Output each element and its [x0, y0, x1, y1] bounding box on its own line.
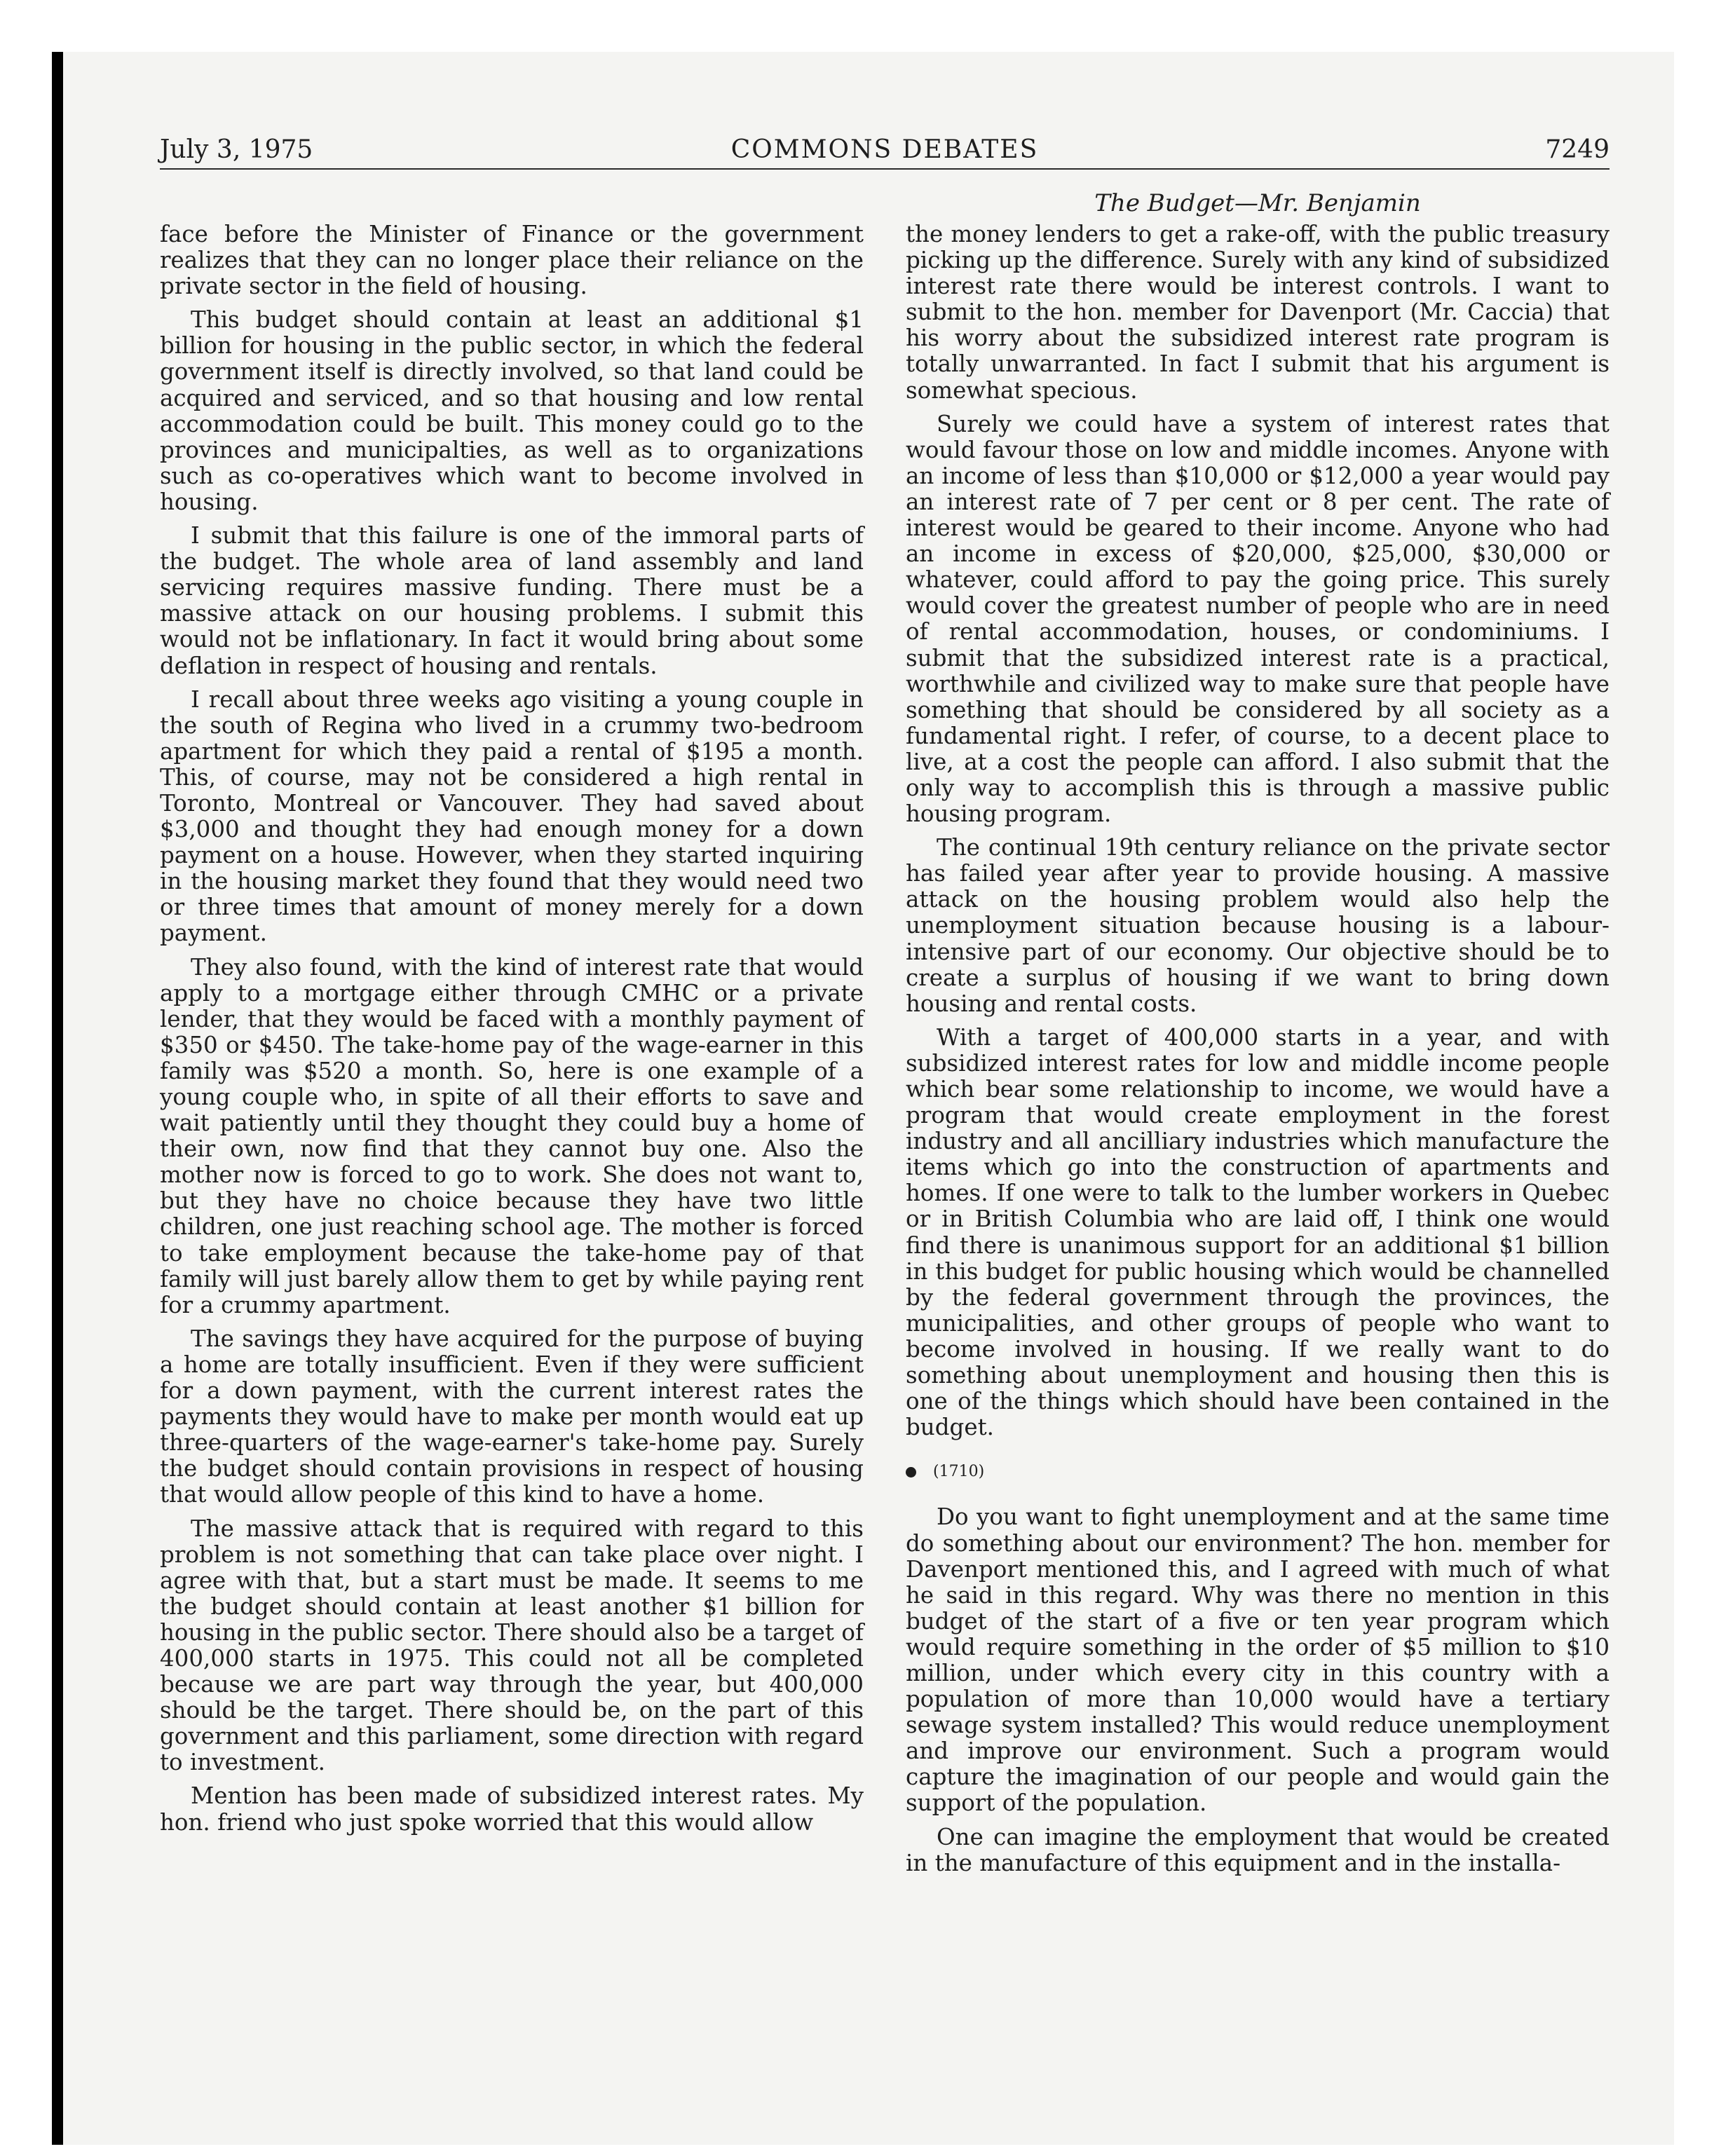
page-header	[160, 132, 1610, 170]
paragraph: The continual 19th century reliance on the private sector has failed year after year to provide housing. A massive attack on the housing problem would also help the unemployment situation because housing is a labour-intensive part of our economy. Our objective should be to create a surplus of housing if we want to bring down housing and rental costs.	[906, 834, 1610, 1017]
running-head: The Budget—Mr. Benjamin	[1094, 189, 1421, 217]
right-column	[906, 221, 1610, 1884]
paragraph: I submit that this failure is one of the immoral parts of the budget. The whole area of land assembly and land servicing requires massive funding. There must be a massive attack on our housing problems. I submit this would not be inflationary. In fact it would bring about some deflation in respect of housing and rentals.	[160, 522, 864, 679]
paragraph: Mention has been made of subsidized interest rates. My hon. friend who just spoke worried that this would allow	[160, 1782, 864, 1836]
paragraph: The savings they have acquired for the purpose of buying a home are totally insufficient. Even if they were sufficient for a down payment, with the current interest rates the payments they would have to make per month would eat up three-quarters of the wage-earner's take-home pay. Surely the budget should contain provisions in respect of housing that would allow people of this kind to have a home.	[160, 1325, 864, 1508]
paragraph: One can imagine the employment that would be created in the manufacture of this equipment and in the installa-	[906, 1823, 1610, 1876]
paragraph: I recall about three weeks ago visiting a young couple in the south of Regina who lived in a crummy two-bedroom apartment for which they paid a rental of $195 a month. This, of course, may not be considered a high rental in Toronto, Montreal or Vancouver. They had saved about $3,000 and thought they had enough money for a down payment on a house. However, when they started inquiring in the housing market they found that they would need two or three times that amount of money merely for a down payment.	[160, 685, 864, 947]
paragraph: Do you want to fight unemployment and at the same time do something about our environment? The hon. member for Davenport mentioned this, and I agreed with much of what he said in this regard. Why was there no mention in this budget of the start of a five or ten year program which would require something in the order of $5 million to $10 million, under which every city in this country with a population of more than 10,000 would have a tertiary sewage system installed? This would reduce unemployment and improve our environment. Such a program would capture the imagination of our people and would gain the support of the population.	[906, 1503, 1610, 1817]
paragraph: The massive attack that is required with regard to this problem is not something that can take place over night. I agree with that, but a start must be made. It seems to me the budget should contain at least another $1 billion for housing in the public sector. There should also be a target of 400,000 starts in 1975. This could not all be completed because we are part way through the year, but 400,000 should be the target. There should be, on the part of this government and this parliament, some direction with regard to investment.	[160, 1515, 864, 1776]
paragraph: With a target of 400,000 starts in a year, and with subsidized interest rates for low and middle income people which bear some relationship to income, we would have a program that would create employment in the forest industry and all ancilliary industries which manufacture the items which go into the construction of apartments and homes. If one were to talk to the lumber workers in Quebec or in British Columbia who are laid off, I think one would find there is unanimous support for an additional $1 billion in this budget for public housing which would be channelled by the federal government through the provinces, the municipalities, and other groups of people who want to become involved in housing. If we really want to do something about unemployment and housing then this is one of the things which should have been contained in the budget.	[906, 1023, 1610, 1441]
paragraph: Surely we could have a system of interest rates that would favour those on low and middle incomes. Anyone with an income of less than $10,000 or $12,000 a year would pay an interest rate of 7 per cent or 8 per cent. The rate of interest would be geared to their income. Anyone who had an income in excess of $20,000, $25,000, $30,000 or whatever, could afford to pay the going price. This surely would cover the greatest number of people who are in need of rental accommodation, houses, or condominiums. I submit that the subsidized interest rate is a practical, worthwhile and civilized way to make sure that people have something that should be considered by all society as a fundamental right. I refer, of course, to a decent place to live, at a cost the people can afford. I also submit that the only way to accomplish this is through a massive public housing program.	[906, 410, 1610, 828]
paragraph: This budget should contain at least an additional $1 billion for housing in the public sector, in which the federal government itself is directly involved, so that land could be acquired and serviced, and so that housing and low rental accommodation could be built. This money could go to the provinces and municipalties, as well as to organizations such as co-operatives which want to become involved in housing.	[160, 306, 864, 515]
header-title: COMMONS DEBATES	[730, 135, 1039, 164]
scan-edge-bar	[52, 52, 63, 2145]
time-marker	[906, 1459, 1610, 1485]
paragraph: the money lenders to get a rake-off, with the public treasury picking up the difference. Surely with any kind of subsidized interest rate there would be interest controls. I want to submit to the hon. member for Davenport (Mr. Caccia) that his worry about the subsidized interest rate program is totally unwarranted. In fact I submit that his argument is somewhat specious.	[906, 221, 1610, 404]
time-marker-text: (1710)	[933, 1463, 985, 1481]
header-page-number: 7249	[1545, 135, 1610, 164]
paragraph: They also found, with the kind of interest rate that would apply to a mortgage either through CMHC or a private lender, that they would be faced with a monthly payment of $350 or $450. The take-home pay of the wage-earner in this family was $520 a month. So, here is one example of a young couple who, in spite of all their efforts to save and wait patiently until they thought they could buy a home of their own, now find that they cannot buy one. Also the mother now is forced to go to work. She does not want to, but they have no choice because they have two little children, one just reaching school age. The mother is forced to take employment because the take-home pay of that family will just barely allow them to get by while paying rent for a crummy apartment.	[160, 953, 864, 1318]
bullet-dot-icon	[906, 1467, 916, 1478]
header-date: July 3, 1975	[160, 135, 313, 164]
paragraph: face before the Minister of Finance or the government realizes that they can no longer place their reliance on the private sector in the field of housing.	[160, 221, 864, 300]
left-column	[160, 221, 864, 1843]
